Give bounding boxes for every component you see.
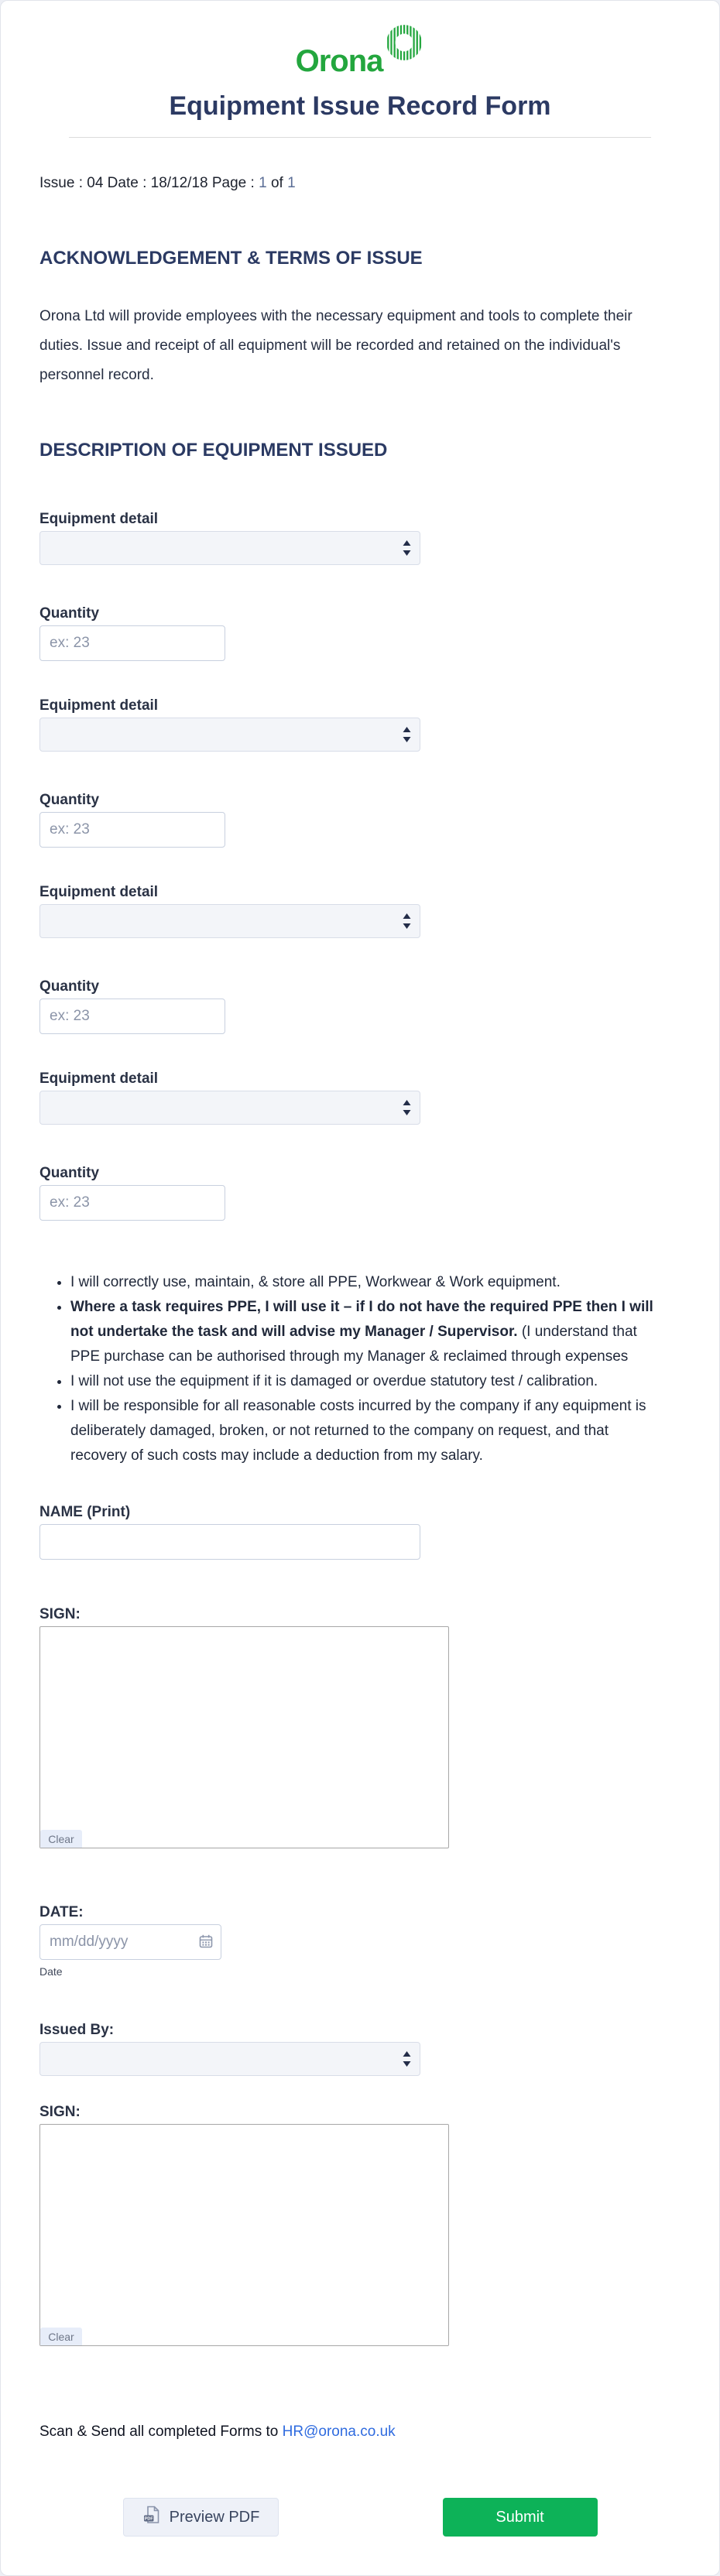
equipment-detail-label: Equipment detail: [39, 1070, 159, 1087]
page-total: 1: [287, 175, 296, 191]
terms-item: • I will correctly use, maintain, & store all PPE, Workwear & Work equipment.: [70, 1270, 667, 1295]
quantity-input-2[interactable]: [39, 812, 225, 848]
acknowledgement-text: Orona Ltd will provide employees with the necessary equipment and tools to complete their duties. Issue and receipt of all equipment will be recorded and retained on the individual's personnel record.: [39, 308, 633, 383]
equipment-block-3: [39, 884, 681, 1034]
quantity-input-4[interactable]: [39, 1185, 225, 1221]
quantity-input-1[interactable]: [39, 625, 225, 661]
terms-item: • I will not use the equipment if it is damaged or overdue statutory test / calibration.: [70, 1369, 667, 1394]
page-number: 1: [259, 175, 267, 191]
quantity-label: Quantity: [39, 605, 100, 622]
terms-list: [39, 1270, 667, 1468]
date-input[interactable]: [39, 1924, 221, 1960]
equipment-detail-select-3[interactable]: [39, 904, 420, 938]
issued-by-group: [39, 2022, 681, 2076]
employee-signature-pad[interactable]: [39, 1626, 449, 1848]
of-word: of: [266, 175, 288, 191]
hr-email-link[interactable]: HR@orona.co.uk: [282, 2424, 396, 2440]
sign-label: SIGN:: [39, 1606, 81, 1622]
equipment-section: [39, 511, 681, 1221]
equipment-block-2: [39, 697, 681, 848]
form-actions: [39, 2498, 681, 2537]
terms-item: • I will be responsible for all reasonable costs incurred by the company if any equipment is deliberately damaged, broken, or not returned to the company on request, and that recovery of such costs may include a deduction from my salary.: [70, 1394, 667, 1468]
equipment-detail-label: Equipment detail: [39, 697, 159, 714]
logo-wordmark: Orona: [295, 44, 383, 78]
issuer-signature-pad[interactable]: [39, 2124, 449, 2346]
quantity-input-3[interactable]: [39, 999, 225, 1034]
logo: [39, 1, 681, 77]
date-helper-text: Date: [39, 1965, 63, 1978]
date-label: DATE:: [39, 1904, 84, 1920]
page-title: Equipment Issue Record Form: [169, 91, 551, 121]
submit-button[interactable]: Submit: [443, 2498, 598, 2537]
equipment-detail-select-2[interactable]: [39, 718, 420, 752]
issued-by-select[interactable]: [39, 2042, 420, 2076]
quantity-label: Quantity: [39, 1165, 100, 1181]
orona-ring-icon: [384, 22, 424, 67]
issue-meta-prefix: Issue : 04 Date : 18/12/18 Page :: [39, 175, 259, 191]
sign-label: SIGN:: [39, 2104, 81, 2120]
description-heading: DESCRIPTION OF EQUIPMENT ISSUED: [39, 440, 388, 461]
equipment-detail-label: Equipment detail: [39, 884, 159, 900]
clear-signature-button[interactable]: Clear: [40, 1830, 82, 1848]
issue-meta-line: [39, 175, 681, 192]
terms-item: • Where a task requires PPE, I will use it – if I do not have the required PPE then I will not undertake the task and will advise my Manager / Supervisor. (I understand that PPE purchase can be authorised through my Manager & reclaimed through expenses: [70, 1295, 667, 1369]
name-label: NAME (Print): [39, 1504, 131, 1520]
issuer-sign-group: [39, 2104, 681, 2346]
acknowledgement-heading: ACKNOWLEDGEMENT & TERMS OF ISSUE: [39, 248, 423, 269]
date-field-group: [39, 1904, 681, 1978]
equipment-block-1: [39, 511, 681, 661]
equipment-detail-select-1[interactable]: [39, 531, 420, 565]
quantity-label: Quantity: [39, 792, 100, 808]
name-input[interactable]: [39, 1524, 420, 1560]
preview-pdf-button[interactable]: [123, 2498, 279, 2537]
svg-text:PDF: PDF: [144, 2516, 153, 2522]
footer-note-text: Scan & Send all completed Forms to: [39, 2424, 283, 2440]
equipment-block-4: [39, 1070, 681, 1221]
quantity-label: Quantity: [39, 978, 100, 995]
issued-by-label: Issued By:: [39, 2022, 115, 2038]
name-field-group: [39, 1504, 681, 1560]
title-divider: [69, 137, 651, 138]
pdf-file-icon: [142, 2505, 162, 2530]
equipment-detail-select-4[interactable]: [39, 1091, 420, 1125]
clear-signature-button[interactable]: Clear: [40, 2328, 82, 2345]
footer-note: [39, 2424, 681, 2441]
employee-sign-group: [39, 1606, 681, 1848]
preview-pdf-label: Preview PDF: [169, 2508, 260, 2526]
equipment-detail-label: Equipment detail: [39, 511, 159, 527]
